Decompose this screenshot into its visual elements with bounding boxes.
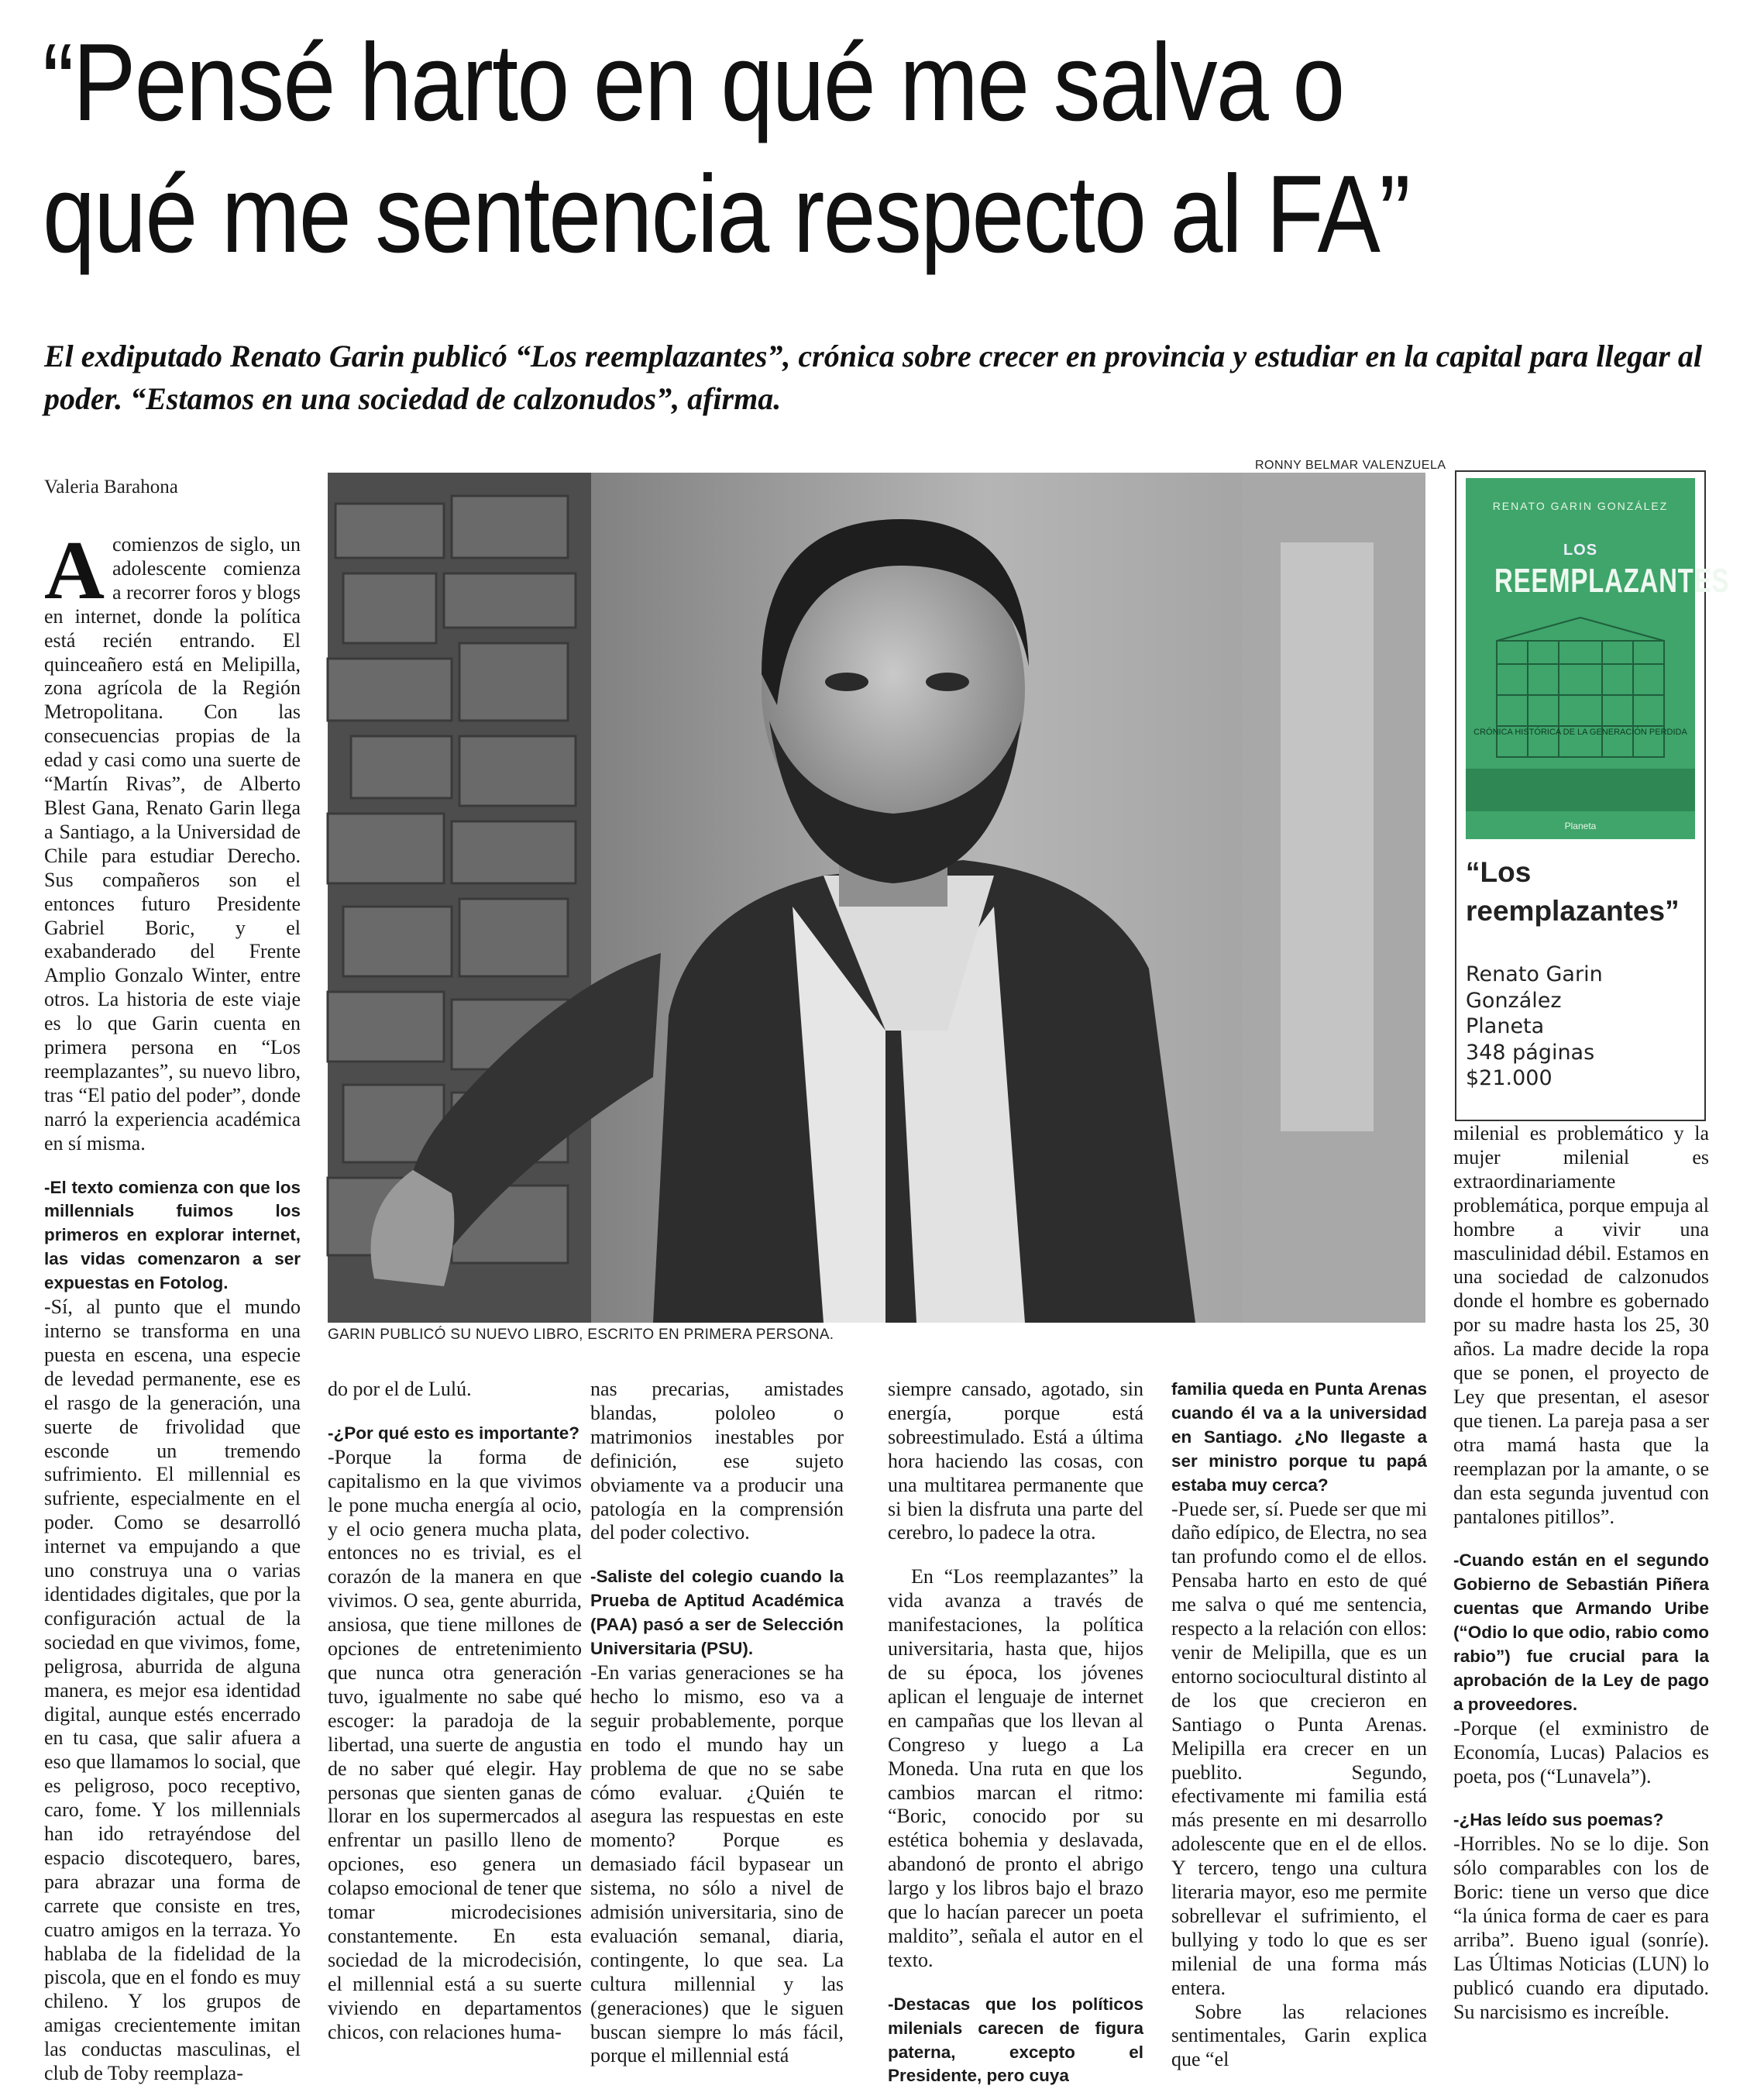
headline-line-2: qué me sentencia respecto al FA” xyxy=(43,153,1410,276)
answer-3: -En varias generaciones se ha hecho lo mismo, eso va a seguir probablemente, porque en todo el mundo hay un problema de que no se sabe cómo evaluar. ¿Quién te asegura las respuestas en este momento? Porque es demasiado fácil bypasear un sistema, no sólo a nivel de admisión universitaria, sino de evaluación semanal, diaria, contingente, lo que sea. La cultura millennial y las (generaciones) que le siguen buscan siempre lo más fácil, porque el millennial está xyxy=(590,1661,844,2067)
book-pages: 348 páginas xyxy=(1466,1040,1595,1065)
photo-caption: GARIN PUBLICÓ SU NUEVO LIBRO, ESCRITO EN PRIMERA PERSONA. xyxy=(328,1327,834,1343)
question-2: -¿Por qué esto es importante? xyxy=(328,1423,580,1443)
question-4: -Destacas que los políticos milenials carecen de figura paterna, excepto el Presidente, pero cuya xyxy=(888,1994,1143,2086)
author-photo xyxy=(328,473,1425,1323)
column-6 xyxy=(1453,1122,1709,2025)
answer-1: -Sí, al punto que el mundo interno se transforma en una puesta en escena, una especie de levedad permanente, ese es el rasgo de la generación, una suerte de frivolidad que esconde un tremendo sufrimiento. El millennial es sufriente, especialmente en el poder. Como se desarrolló internet va empujando a que uno construya una o varias identidades digitales, que por la configuración actual de la sociedad en que vivimos, fome, peligrosa, aburrida de alguna manera, es mejor esa identidad digital, aunque estés encerrado en tu casa, que salir afuera a eso que llamamos lo social, que es peligroso, poco receptivo, caro, fome. Y los millennials han ido retrayéndose del espacio discotequero, bares, para abrazar una forma de carrete que consiste en tres, cuatro amigos en la terraza. Yo hablaba de la fidelidad de la piscola, que en el fondo es muy chileno. Y los grupos de amigas crecientemente imitan las conductas masculinas, el club de Toby reemplaza- xyxy=(44,1296,301,2085)
question-6: -¿Has leído sus poemas? xyxy=(1453,1810,1664,1830)
intro-text: comienzos de siglo, un adolescente comienza a recorrer foros y blogs en internet, donde la política está recién entrando. El quinceañero está en Melipilla, zona agrícola de la Región Metropolitana. Con las consecuencias propias de la edad y casi como una suerte de “Martín Rivas”, de Alberto Blest Gana, Renato Garin llega a Santiago, a la Universidad de Chile para estudiar Derecho. Sus compañeros son el entonces futuro Presidente Gabriel Boric, y el exabanderado del Frente Amplio Gonzalo Winter, entre otros. La historia de este viaje es lo que Garin cuenta en primera persona en “Los reemplazantes”, su nuevo libro, tras “El patio del poder”, donde narró la experiencia académica en sí misma. xyxy=(44,533,301,1155)
cover-title: REEMPLAZANTES xyxy=(1494,562,1730,600)
headline xyxy=(43,17,1495,280)
book-author: Renato Garin González xyxy=(1466,962,1603,1013)
drop-cap: A xyxy=(44,525,105,617)
headline-line-1: “Pensé harto en qué me salva o xyxy=(43,21,1344,144)
book-infobox xyxy=(1455,470,1730,1121)
intro-paragraph xyxy=(44,525,301,1156)
cover-tagline: CRÓNICA HISTÓRICA DE LA GENERACIÓN PERDIDA xyxy=(1473,728,1687,737)
cover-publisher: Planeta xyxy=(1564,821,1597,831)
byline: Valeria Barahona xyxy=(44,477,178,497)
answer-4: -Puede ser, sí. Puede ser que mi daño edípico, de Electra, no sea tan profundo como el de ellos. Pensaba harto en esto de qué me salva o qué me sentencia, respecto a la relación con ellos: venir de Melipilla, que es un entorno sociocultural distinto al de los que crecieron en Santiago o Punta Arenas. Melipilla era crecer en un pueblito. Segundo, efectivamente mi familia está más presente en mi desarrollo adolescente que en el de ellos. Y tercero, tengo una cultura literaria mayor, eso me permite sobrellevar el sufrimiento, el bullying y todo lo que es ser milenial de una forma más entera. xyxy=(1171,1497,1427,1999)
question-1: -El texto comienza con que los millennials fuimos los primeros en explorar internet, las vidas comenzaron a ser expuestas en Fotolog. xyxy=(44,1177,301,1293)
book-title: “Los reemplazantes” xyxy=(1466,856,1680,927)
subtitle: El exdiputado Renato Garin publicó “Los reemplazantes”, crónica sobre crecer en provincia y estudiar en la capital para llegar al poder. “Estamos en una sociedad de calzonudos”, afirma. xyxy=(44,339,1702,416)
column-3 xyxy=(590,1378,844,2068)
answer-2-continued: nas precarias, amistades blandas, pololeo o matrimonios inestables por definición, ese sujeto obviamente va a producir una patología en la comprensión del poder colectivo. xyxy=(590,1378,844,1544)
narrative-paragraph: En “Los reemplazantes” la vida avanza a través de manifestaciones, la política universitaria, hasta que, hijos de su época, los jóvenes aplican el lenguaje de internet en campañas que los llevan al Congreso y luego a La Moneda. Una ruta en que los cambios marcan el ritmo: “Boric, conocido por su estética bohemia y deslavada, abandonó de pronto el abrigo largo y los libros bajo el brazo que lo hacían parecer un poeta maldito”, señala el autor en el texto. xyxy=(888,1565,1143,1971)
question-5: -Cuando están en el segundo Gobierno de Sebastián Piñera cuentas que Armando Uribe (“Odio lo que odio, rabio como rabio”) fue crucial para la aprobación de la Ley de pago a proveedores. xyxy=(1453,1550,1709,1714)
answer-1-continued: do por el de Lulú. xyxy=(328,1378,472,1400)
book-price: $21.000 xyxy=(1466,1066,1553,1090)
answer-6: -Horribles. No se lo dije. Son sólo comparables con los de Boric: tiene un verso que dice “la única forma de caer es para arriba”. Bueno igual (sonríe). Las Últimas Noticias (LUN) lo publicó cuando era diputado. Su narcisismo es increíble. xyxy=(1453,1833,1709,2023)
question-4-continued: familia queda en Punta Arenas cuando él va a la universidad en Santiago. ¿No llegaste a ser ministro porque tu papá estaba muy cerca? xyxy=(1171,1379,1427,1495)
photo-credit: RONNY BELMAR VALENZUELA xyxy=(1255,459,1446,472)
author-photo-illustration xyxy=(328,473,1425,1323)
book-publisher: Planeta xyxy=(1466,1014,1545,1038)
answer-2: -Porque la forma de capitalismo en la que vivimos le pone mucha energía al ocio, y el ocio genera mucha plata, entonces no es trivial, es el corazón de la manera en que vivimos. O sea, gente aburrida, ansiosa, que tiene millones de opciones de entretenimiento que nunca otra generación tuvo, igualmente no sabe qué escoger: la paradoja de la libertad, una suerte de angustia de no saber qué elegir. Hay personas que sienten ganas de llorar en los supermercados al enfrentar un pasillo lleno de opciones, eso genera un colapso emocional de tener que tomar microdecisiones constantemente. En esta sociedad de la microdecisión, el millennial está a su suerte viviendo en departamentos chicos, con relaciones huma- xyxy=(328,1445,582,2043)
answer-3-continued: siempre cansado, agotado, sin energía, porque está sobreestimulado. Está a última hora haciendo las cosas, con una multitarea permanente que si bien la disfruta una parte del cerebro, lo padece la otra. xyxy=(888,1378,1143,1544)
column-1 xyxy=(44,525,301,2086)
column-2 xyxy=(328,1378,582,2044)
question-3: -Saliste del colegio cuando la Prueba de Aptitud Académica (PAA) pasó a ser de Selección Universitaria (PSU). xyxy=(590,1567,844,1659)
cover-los: LOS xyxy=(1563,542,1598,559)
book-details xyxy=(1466,962,1698,1092)
book-cover xyxy=(1466,478,1730,839)
cover-building-illustration xyxy=(1466,610,1695,811)
answer-5: -Porque (el exministro de Economía, Lucas) Palacios es poeta, pos (“Lunavela”). xyxy=(1453,1716,1709,1788)
column-5 xyxy=(1171,1378,1427,2072)
relationships-paragraph: Sobre las relaciones sentimentales, Garin explica que “el xyxy=(1171,2000,1427,2071)
column-4 xyxy=(888,1378,1143,2088)
relationships-continued: milenial es problemático y la mujer milenial es extraordinariamente problemática, porque empuja al hombre a vivir una masculinidad débil. Estamos en una sociedad de calzonudos donde el hombre es gobernado por su madre hasta los 25, 30 años. La madre decide la ropa que se ponen, el proyecto de Ley que presentan, el asesor que tienen. La pareja pasa a ser otra mamá hasta que la reemplazan por la amante, o se dan esta segunda juventud con pantalones pitillos”. xyxy=(1453,1122,1709,1528)
cover-author: RENATO GARIN GONZÁLEZ xyxy=(1492,500,1669,512)
